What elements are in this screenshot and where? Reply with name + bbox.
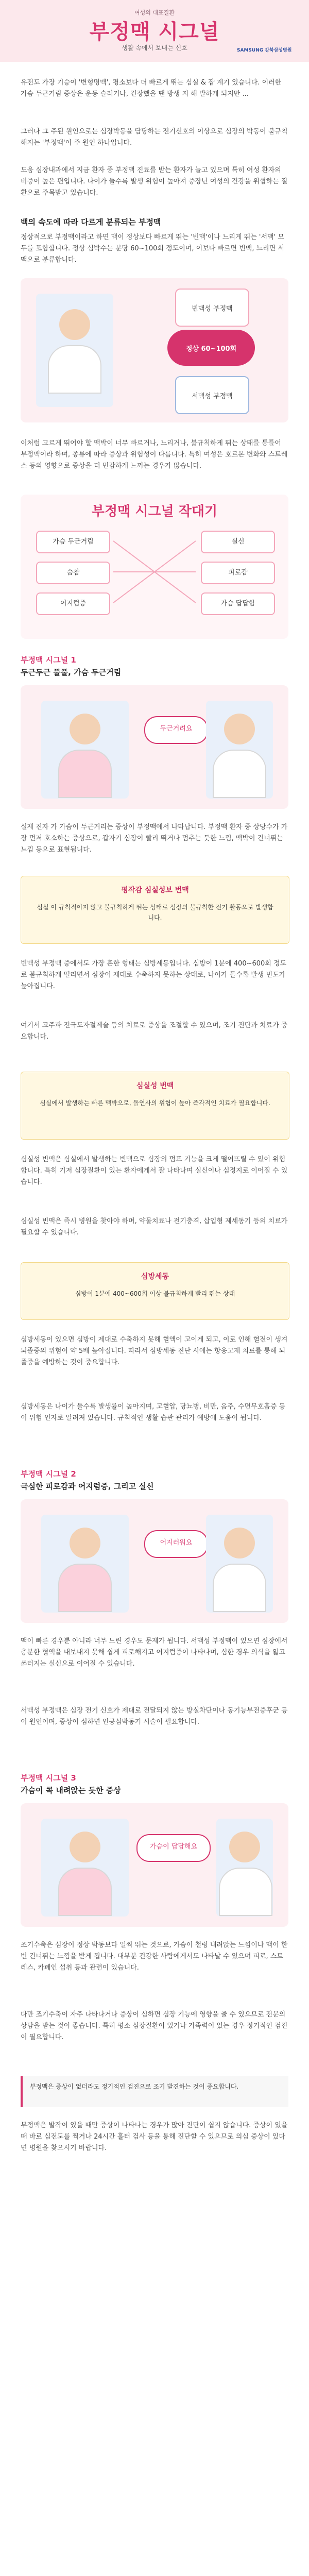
patient-head — [70, 714, 100, 744]
doctor-head — [224, 1528, 255, 1558]
info-box-3-text: 심방이 1분에 400~600회 이상 불규칙하게 빨리 뛰는 상태 — [75, 1290, 235, 1297]
doctor-head — [229, 1832, 260, 1862]
signal1-paragraph-5: 심실성 빈맥은 즉시 병원을 찾아야 하며, 약물치료나 전기충격, 삽입형 제세동기 등의 치료가 필요할 수 있습니다. — [21, 1217, 288, 1236]
patient-illustration — [41, 1515, 129, 1613]
signal2-paragraph-1: 맥이 빠른 경우뿐 아니라 너무 느린 경우도 문제가 됩니다. 서맥성 부정맥이 있으면 심장에서 충분한 혈액을 내보내지 못해 쉽게 피로해지고 어지럼증이 나타나며, 심한 경우 의식을 잃고 쓰러지는 실신으로 이어질 수 있습니다. — [21, 1637, 288, 1668]
info-box-2 — [21, 1072, 289, 1140]
doctor-illustration — [206, 1515, 273, 1613]
signal2-title: 극심한 피로감과 어지럼증, 그리고 실신 — [21, 1482, 154, 1491]
info-box-2-text: 심실에서 발생하는 빠른 맥박으로, 돌연사의 위험이 높아 즉각적인 치료가 필요합니다. — [40, 1099, 270, 1107]
signal1-figure — [21, 685, 288, 809]
infographic-connector-lines — [113, 531, 196, 613]
patient-head — [70, 1832, 100, 1862]
doctor-illustration — [36, 294, 113, 407]
signal1-paragraph-3: 여기서 고주파 전극도자절제술 등의 치료로 증상을 조절할 수 있으며, 조기 진단과 치료가 중요합니다. — [21, 1022, 288, 1041]
hospital-logo: SAMSUNG 강북삼성병원 — [237, 48, 292, 53]
section1-paragraph: 정상적으로 부정맥이라고 하면 맥이 정상보다 빠르게 뛰는 '빈맥'이나 느리게 뛰는 '서맥' 모두를 포함합니다. 정상 심박수는 분당 60~100회 정도이며, 이보다 빠르면 빈맥, 느리면 서맥으로 분류합니다. — [21, 233, 284, 264]
intro-paragraph-2: 그러나 그 주된 원인으로는 심장박동을 담당하는 전기신호의 이상으로 심장의 박동이 불규칙해지는 '부정맥'이 주 원인 하나입니다. — [21, 128, 288, 147]
speech-bubble: 두근거려요 — [144, 716, 208, 744]
speech-bubble: 가슴이 답답해요 — [136, 1834, 211, 1862]
doctor-body — [213, 1564, 266, 1612]
signal-infographic — [21, 495, 288, 639]
signal3-figure — [21, 1803, 288, 1927]
info-box-3-title: 심방세동 — [141, 1273, 169, 1281]
infographic-left-item: 숨참 — [36, 562, 110, 584]
infographic-right-item: 가슴 답답함 — [201, 592, 275, 615]
intro-paragraph-3: 도움 심장내과에서 지금 환자 중 부정맥 진료를 받는 환자가 늘고 있으며 특히 여성 환자의 비중이 높은 편입니다. 나이가 들수록 발생 위험이 높아져 중장년 여성의 건강을 위협하는 질환으로 주목받고 있습니다. — [21, 166, 288, 197]
signal1-title: 두근두근 풀풀, 가슴 두근거림 — [21, 668, 122, 677]
doctor-head — [59, 309, 90, 340]
fig-center-value: 정상 60~100회 — [167, 330, 255, 366]
signal3-paragraph-3: 부정맥은 발작이 있을 때만 증상이 나타나는 경우가 많아 진단이 쉽지 않습니다. 증상이 있을 때 바로 심전도를 찍거나 24시간 홀터 검사 등을 통해 진단할 수 있으므로 의심 증상이 있다면 병원을 찾으시기 바랍니다. — [21, 2122, 288, 2152]
patient-body — [58, 750, 112, 798]
signal3-title: 가슴이 콕 내려앉는 듯한 증상 — [21, 1786, 121, 1795]
infographic-right-item: 피로감 — [201, 562, 275, 584]
section1-title: 백의 속도에 따라 다르게 분류되는 부정맥 — [21, 217, 161, 227]
patient-head — [70, 1528, 100, 1558]
info-box-2-title: 심실성 번맥 — [136, 1082, 174, 1090]
infographic-title: 부정맥 시그널 작대기 — [91, 504, 218, 519]
doctor-body — [48, 345, 101, 394]
signal1-paragraph-4: 심실성 빈맥은 심실에서 발생하는 빈맥으로 심장의 펌프 기능을 크게 떨어뜨릴 수 있어 위험합니다. 특히 기저 심장질환이 있는 환자에게서 잘 나타나며 실신이나 심정지로 이어질 수 있습니다. — [21, 1156, 288, 1186]
header-subtitle: 생활 속에서 보내는 신호 — [122, 44, 187, 52]
signal1-paragraph-7: 심방세동은 나이가 들수록 발생률이 높아지며, 고혈압, 당뇨병, 비만, 음주, 수면무호흡증 등이 위험 인자로 알려져 있습니다. 규칙적인 생활 습관 관리가 예방에 도움이 됩니다. — [21, 1403, 286, 1422]
signal3-paragraph-2: 다만 조기수축이 자주 나타나거나 증상이 심하면 심장 기능에 영향을 줄 수 있으므로 전문의 상담을 받는 것이 좋습니다. 특히 평소 심장질환이 있거나 가족력이 있는 경우 정기적인 검진이 필요합니다. — [21, 2011, 288, 2041]
quote-box: 부정맥은 증상이 없더라도 정기적인 검진으로 조기 발견하는 것이 중요합니다. — [21, 2076, 288, 2107]
signal2-paragraph-2: 서맥성 부정맥은 심장 전기 신호가 제대로 전달되지 않는 방실차단이나 동기능부전증후군 등이 원인이며, 증상이 심하면 인공심박동기 시술이 필요합니다. — [21, 1707, 288, 1726]
doctor-head — [224, 714, 255, 744]
info-box-1-text: 심실 이 규칙적이지 않고 불규칙하게 뛰는 상태로 심장의 불규칙한 전기 활동으로 발생합니다. — [37, 904, 273, 921]
fig-label-slow: 서맥성 부정맥 — [175, 376, 249, 414]
signal1-label: 부정맥 시그널 1 — [21, 655, 76, 665]
doctor-body — [219, 1868, 272, 1916]
patient-illustration — [41, 1819, 129, 1917]
header-kicker: 여성의 대표질환 — [134, 9, 175, 16]
doctor-illustration — [216, 1819, 273, 1917]
page-title: 부정맥 시그널 — [89, 20, 220, 44]
signal3-paragraph-1: 조기수축은 심장이 정상 박동보다 일찍 뛰는 것으로, 가슴이 철렁 내려앉는 느낌이나 맥이 한 번 건너뛰는 느낌을 받게 됩니다. 대부분 건강한 사람에게서도 나타날 수 있으며 피로, 스트레스, 카페인 섭취 등과 관련이 있습니다. — [21, 1941, 288, 1972]
patient-illustration — [41, 701, 129, 799]
doctor-body — [213, 750, 266, 798]
signal2-label: 부정맥 시그널 2 — [21, 1469, 76, 1479]
signal1-paragraph-1: 실제 진자 가 가슴이 두근거리는 증상이 부정맥에서 나타납니다. 부정맥 환자 중 상당수가 가장 먼저 호소하는 증상으로, 갑자기 심장이 빨리 뛰거나 멈추는 듯한 느낌, 맥박이 건너뛰는 느낌 등으로 표현됩니다. — [21, 823, 288, 854]
info-box-1 — [21, 876, 289, 944]
heart-rate-figure — [21, 278, 288, 422]
signal1-paragraph-6: 심방세동이 있으면 심방이 제대로 수축하지 못해 혈액이 고이게 되고, 이로 인해 혈전이 생겨 뇌졸중의 위험이 약 5배 높아집니다. 따라서 심방세동 진단 시에는 항응고제 치료를 통해 뇌졸중을 예방하는 것이 중요합니다. — [21, 1336, 288, 1366]
signal1-paragraph-2: 빈맥성 부정맥 중에서도 가장 흔한 형태는 심방세동입니다. 심방이 1분에 400~600회 정도로 불규칙하게 떨리면서 심장이 제대로 수축하지 못하는 상태로, 나이가 들수록 발생 빈도가 높아집니다. — [21, 960, 287, 990]
intro-paragraph-1: 유전도 가장 기승이 '변형명맥', 평소보다 더 빠르게 뛰는 심실 & 잡 계기 있습니다. 이러한 가슴 두근거림 증상은 운동 슬러거나, 긴장했을 땐 방생 지 해 발하게 되지만 ... — [21, 79, 282, 98]
speech-bubble: 어지러워요 — [144, 1530, 208, 1558]
info-box-3 — [21, 1262, 289, 1320]
info-box-1-title: 평작감 심실성보 번맥 — [121, 886, 189, 894]
infographic-left-item: 가슴 두근거림 — [36, 531, 110, 553]
signal3-label: 부정맥 시그널 3 — [21, 1773, 76, 1783]
doctor-illustration — [206, 701, 273, 799]
patient-body — [58, 1868, 112, 1916]
patient-body — [58, 1564, 112, 1612]
signal2-figure — [21, 1499, 288, 1623]
fig-label-fast: 빈맥성 부정맥 — [175, 289, 249, 327]
infographic-right-item: 실신 — [201, 531, 275, 553]
infographic-left-item: 어지럼증 — [36, 592, 110, 615]
section2-paragraph: 이처럼 고르게 뛰어야 할 맥박이 너무 빠르거나, 느리거나, 불규칙하게 뛰는 상태를 통틀어 부정맥이라 하며, 종류에 따라 증상과 위험성이 다릅니다. 특히 여성은 호르몬 변화와 스트레스 등의 영향으로 증상을 더 민감하게 느끼는 경우가 많습니다. — [21, 439, 288, 470]
